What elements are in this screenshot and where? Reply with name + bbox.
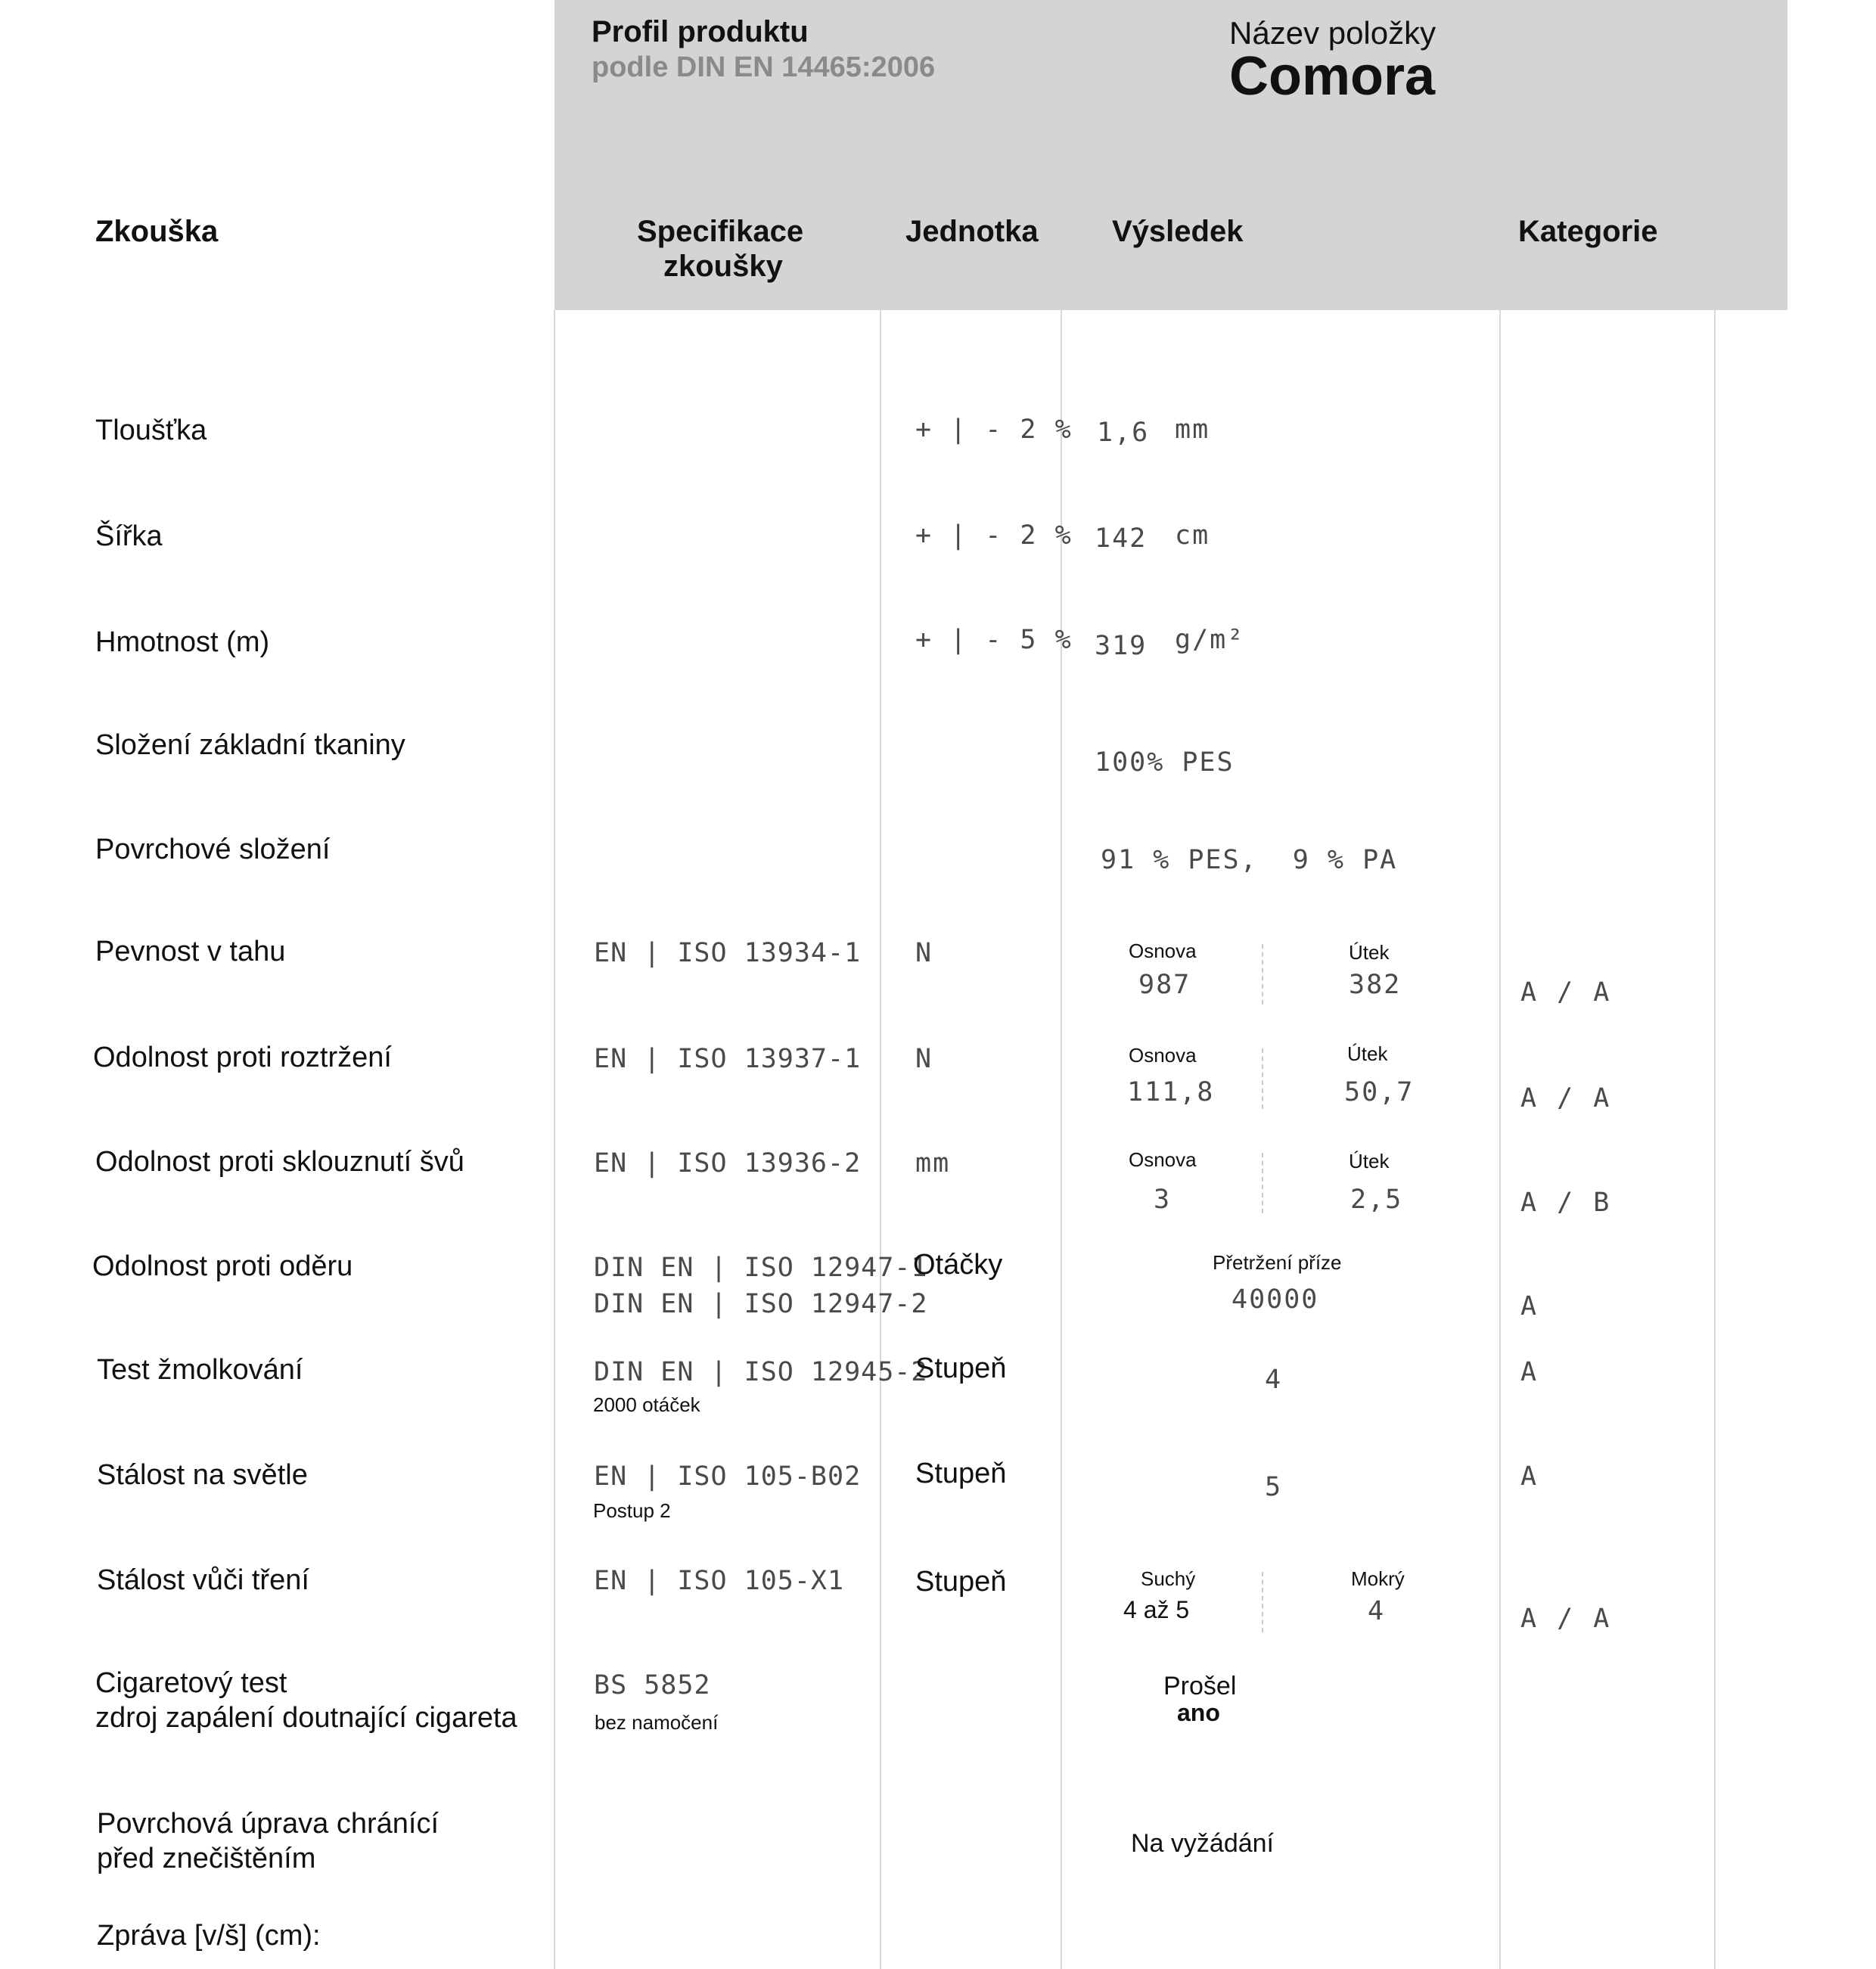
test-name-stain-line1: Povrchová úprava chránící [97,1808,439,1840]
result-thickness-value: 1,6 [1097,418,1150,448]
spec-abrasion-line2: DIN EN | ISO 12947-2 [594,1289,928,1319]
unit-tensile: N [915,938,933,968]
result-rubfast-dry: 4 až 5 [1123,1596,1190,1623]
spec-note-cigarette: bez namočení [595,1711,719,1734]
result-divider [1262,1572,1263,1632]
unit-pilling: Stupeň [915,1353,1007,1384]
result-abrasion: 40000 [1232,1284,1319,1315]
test-name-tensile: Pevnost v tahu [95,936,286,967]
column-divider [880,310,881,1969]
test-name-abrasion: Odolnost proti oděru [92,1250,353,1282]
column-header-result: Výsledek [1112,215,1244,248]
label-warp-tensile: Osnova [1129,939,1197,962]
item-name: Comora [1229,46,1436,107]
category-pilling: A [1520,1357,1539,1387]
unit-rubfast: Stupeň [915,1566,1007,1598]
result-seam-weft: 2,5 [1350,1185,1403,1215]
profile-subtitle: podle DIN EN 14465:2006 [592,51,936,83]
result-divider [1262,944,1263,1005]
result-tear-weft: 50,7 [1344,1077,1415,1107]
column-header-spec-line1: Specifikace [637,215,804,248]
column-divider [1061,310,1062,1969]
result-tear-warp: 111,8 [1127,1077,1215,1107]
label-weft-seam: Útek [1349,1150,1390,1172]
result-rubfast-wet: 4 [1368,1596,1386,1626]
column-header-category: Kategorie [1518,215,1658,248]
unit-abrasion: Otáčky [913,1249,1003,1281]
label-wet-rubfast: Mokrý [1351,1567,1405,1590]
result-cigarette: ano [1177,1699,1220,1726]
tolerance-width: + | - 2 % [915,520,1073,551]
test-name-seam: Odolnost proti sklouznutí švů [95,1146,464,1178]
test-name-report: Zpráva [v/š] (cm): [97,1920,321,1952]
result-cigarette-label: Prošel [1163,1672,1237,1700]
test-name-stain-line2: před znečištěním [97,1843,316,1874]
label-warp-tear: Osnova [1129,1044,1197,1067]
column-header-spec-line2: zkoušky [663,250,783,283]
result-thickness-unit: mm [1175,415,1210,445]
result-width-unit: cm [1175,520,1210,551]
result-weight-unit: g/m² [1175,625,1245,655]
result-divider [1262,1048,1263,1109]
spec-cigarette: BS 5852 [594,1670,711,1700]
category-tear: A / A [1520,1083,1612,1113]
test-name-cigarette-line1: Cigaretový test [95,1667,287,1699]
test-name-width: Šířka [95,520,163,552]
item-label: Název položky [1229,15,1437,51]
result-divider [1262,1153,1263,1213]
category-rubfast: A / A [1520,1604,1612,1634]
result-weight-value: 319 [1095,631,1148,661]
spec-note-pilling: 2000 otáček [593,1393,700,1416]
column-header-test: Zkouška [95,215,219,248]
column-divider [1499,310,1501,1969]
spec-pilling: DIN EN | ISO 12945-2 [594,1357,928,1387]
test-name-pilling: Test žmolkování [97,1354,303,1386]
result-seam-warp: 3 [1154,1185,1172,1215]
unit-seam: mm [915,1148,951,1179]
category-lightfast: A [1520,1461,1539,1492]
category-tensile: A / A [1520,977,1612,1008]
spec-tensile: EN | ISO 13934-1 [594,938,862,968]
test-name-weight: Hmotnost (m) [95,626,270,658]
result-base-composition: 100% PES [1095,747,1235,778]
spec-abrasion-line1: DIN EN | ISO 12947-1 [594,1253,928,1283]
test-name-lightfast: Stálost na světle [97,1459,308,1491]
tolerance-thickness: + | - 2 % [915,415,1073,445]
spec-tear: EN | ISO 13937-1 [594,1044,862,1074]
test-name-rubfast: Stálost vůči tření [97,1564,309,1596]
profile-title: Profil produktu [592,15,809,48]
result-surface-composition: 91 % PES, 9 % PA [1101,845,1398,875]
result-stain: Na vyžádání [1131,1829,1274,1858]
label-weft-tear: Útek [1347,1042,1388,1065]
spec-note-lightfast: Postup 2 [593,1499,671,1522]
test-name-surface-composition: Povrchové složení [95,834,331,865]
result-lightfast: 5 [1265,1472,1283,1502]
test-name-cigarette-line2: zdroj zapálení doutnající cigareta [95,1702,517,1734]
column-divider [1714,310,1716,1969]
label-abrasion-result: Přetržení příze [1213,1251,1342,1274]
tolerance-weight: + | - 5 % [915,625,1073,655]
spec-rubfast: EN | ISO 105-X1 [594,1566,845,1596]
category-seam: A / B [1520,1188,1612,1218]
unit-lightfast: Stupeň [915,1458,1007,1489]
column-header-unit: Jednotka [905,215,1039,248]
result-pilling: 4 [1265,1365,1283,1395]
spec-seam: EN | ISO 13936-2 [594,1148,862,1179]
category-abrasion: A [1520,1291,1539,1321]
test-name-thickness: Tloušťka [95,415,207,446]
column-divider [554,310,555,1969]
result-tensile-weft: 382 [1349,970,1402,1000]
test-name-tear: Odolnost proti roztržení [93,1042,392,1073]
label-weft-tensile: Útek [1349,941,1390,964]
test-name-base-composition: Složení základní tkaniny [95,729,405,761]
result-tensile-warp: 987 [1138,970,1191,1000]
spec-lightfast: EN | ISO 105-B02 [594,1461,862,1492]
result-width-value: 142 [1095,523,1148,554]
unit-tear: N [915,1044,933,1074]
label-warp-seam: Osnova [1129,1148,1197,1171]
label-dry-rubfast: Suchý [1141,1567,1196,1590]
